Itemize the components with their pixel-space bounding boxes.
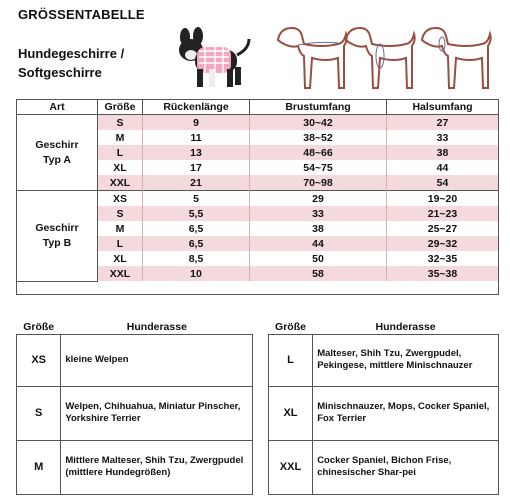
size-cell: XXL [98,266,143,281]
back-length-cell: 10 [143,266,250,281]
size-cell: S [98,206,143,221]
subtitle-line-1: Hundegeschirre / [18,46,125,61]
header-groesse: Größe [98,100,143,115]
neck-cell: 21~23 [387,206,499,221]
breed-row [17,386,499,440]
header-brustumfang: Brustumfang [250,100,387,115]
breed-cell: Cocker Spaniel, Bichon Frise, chinesischer Shar-pei [313,440,499,494]
back-length-cell: 13 [143,145,250,160]
table-row [17,191,499,207]
breed-row [17,335,499,387]
back-length-cell: 11 [143,130,250,145]
neck-cell: 54 [387,175,499,191]
chest-cell: 33 [250,206,387,221]
size-cell: S [17,386,61,440]
breed-cell: Welpen, Chihuahua, Miniatur Pinscher, Yorkshire Terrier [61,386,253,440]
chest-cell: 30~42 [250,115,387,131]
breed-table [16,320,499,495]
back-length-cell: 21 [143,175,250,191]
size-cell: XXL [98,175,143,191]
neck-cell: 29~32 [387,236,499,251]
breed-row [17,440,499,494]
neck-cell: 35~38 [387,266,499,281]
size-cell: M [98,221,143,236]
size-cell: XS [17,335,61,387]
back-length-cell: 9 [143,115,250,131]
chest-cell: 70~98 [250,175,387,191]
chest-cell: 38 [250,221,387,236]
back-length-cell: 5 [143,191,250,207]
size-table-header [17,100,499,115]
type-a-label: Geschirr Typ A [17,115,98,191]
subtitle-line-2: Softgeschirre [18,65,102,80]
breed-table-header [17,320,499,335]
dog-outline-chest-icon [336,20,418,96]
neck-cell: 38 [387,145,499,160]
chest-cell: 38~52 [250,130,387,145]
neck-cell: 19~20 [387,191,499,207]
size-cell: M [98,130,143,145]
chest-cell: 48~66 [250,145,387,160]
size-cell: XXL [268,440,312,494]
size-cell: XL [98,160,143,175]
back-length-cell: 17 [143,160,250,175]
size-cell: L [98,236,143,251]
size-cell: L [98,145,143,160]
chest-cell: 44 [250,236,387,251]
back-length-cell: 8,5 [143,251,250,266]
back-length-cell: 6,5 [143,236,250,251]
neck-cell: 32~35 [387,251,499,266]
size-cell: XS [98,191,143,207]
neck-cell: 25~27 [387,221,499,236]
breed-cell: Minischnauzer, Mops, Cocker Spaniel, Fox Terrier [313,386,499,440]
breed-cell: Malteser, Shih Tzu, Zwergpudel, Pekingese, mittlere Minischnauzer [313,335,499,387]
size-cell: S [98,115,143,131]
size-cell: L [268,335,312,387]
chest-cell: 29 [250,191,387,207]
header-breed-right: Hunderasse [313,320,499,335]
breed-cell: Mittlere Malteser, Shih Tzu, Zwergpudel (mittlere Hundegrößen) [61,440,253,494]
header-rueckenlaenge: Rückenlänge [143,100,250,115]
size-cell: M [17,440,61,494]
size-table [16,99,499,282]
neck-cell: 33 [387,130,499,145]
chest-cell: 54~75 [250,160,387,175]
back-length-cell: 6,5 [143,221,250,236]
page-title: GRÖSSENTABELLE [18,7,145,22]
header-size-right: Größe [268,320,312,335]
header-size-left: Größe [17,320,61,335]
header-art: Art [17,100,98,115]
neck-cell: 27 [387,115,499,131]
product-subtitle [18,44,124,82]
header-halsumfang: Halsumfang [387,100,499,115]
breed-cell: kleine Welpen [61,335,253,387]
neck-cell: 44 [387,160,499,175]
dog-photo-icon [165,23,253,93]
back-length-cell: 5,5 [143,206,250,221]
chest-cell: 50 [250,251,387,266]
chest-cell: 58 [250,266,387,281]
dog-outline-neck-icon [412,20,494,96]
size-cell: XL [268,386,312,440]
type-b-label: Geschirr Typ B [17,191,98,282]
table-row [17,115,499,131]
header-breed-left: Hunderasse [61,320,253,335]
size-cell: XL [98,251,143,266]
